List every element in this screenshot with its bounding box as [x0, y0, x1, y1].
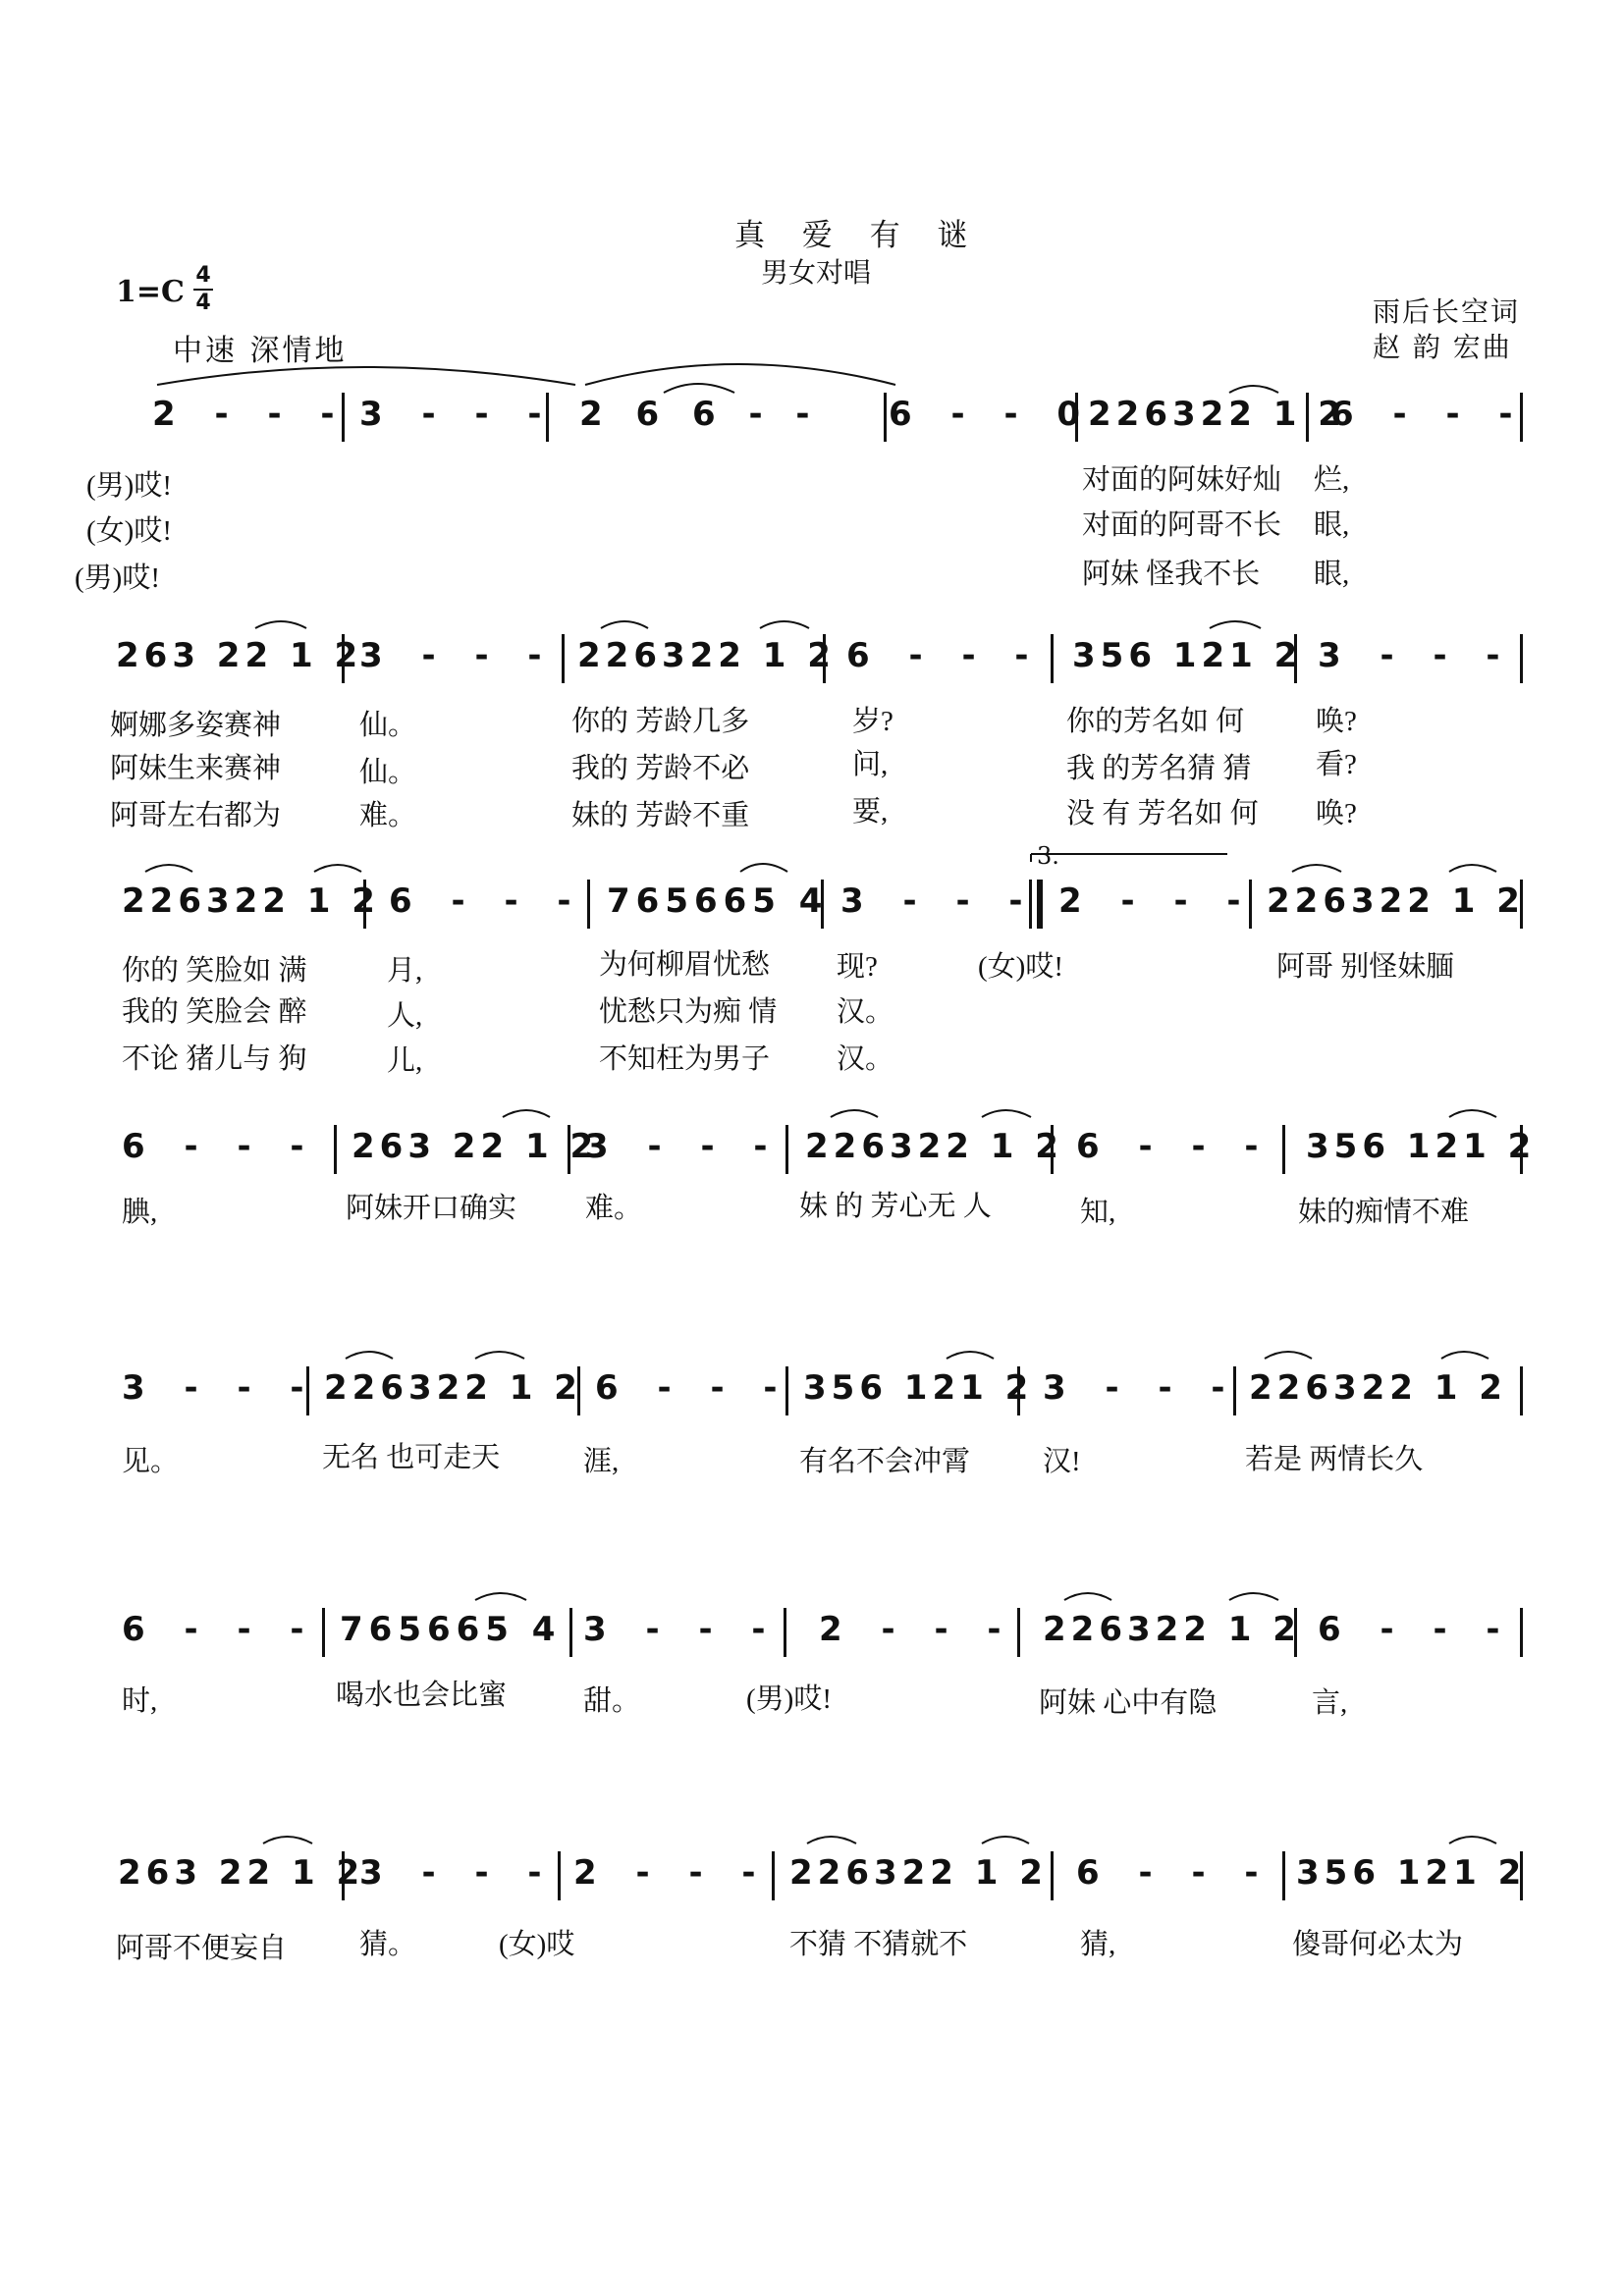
lyric-4-a: 腆,: [122, 1197, 158, 1228]
lyric-3-v1-f: 阿哥 别怪妹腼: [1276, 951, 1455, 983]
lyric-7-a: 阿哥不便妄自: [116, 1933, 288, 1964]
volta-3-marker: 3.: [1037, 842, 1059, 870]
measure-1-4: 6 - - 0: [889, 395, 1083, 434]
lyric-6-c: 甜。: [583, 1685, 641, 1717]
lyric-3-v3-d: 汉。: [837, 1043, 894, 1075]
lyric-3-v1-c: 为何柳眉忧愁: [599, 949, 771, 981]
lyric-2-v2-e: 我 的芳名猜 猜: [1066, 753, 1252, 784]
lyric-3-v1-a: 你的 笑脸如 满: [122, 955, 307, 987]
measure-7-1: 263 22 1 2: [118, 1853, 365, 1893]
measure-4-1: 6 - - -: [122, 1127, 306, 1166]
lyric-1-v2-a: (女)哎!: [86, 515, 172, 547]
lyric-4-d: 妹 的 芳心无 人: [799, 1191, 992, 1222]
lyric-6-f: 言,: [1312, 1687, 1348, 1719]
lyric-2-v1-a: 婀娜多姿赛神: [110, 710, 282, 741]
lyric-2-v3-d: 要,: [852, 796, 889, 828]
measure-6-4: 2 - - -: [819, 1610, 1003, 1649]
lyric-5-f: 若是 两情长久: [1245, 1444, 1424, 1475]
lyric-4-e: 知,: [1080, 1197, 1116, 1228]
measure-2-4: 6 - - -: [846, 636, 1031, 675]
measure-3-6: 226322 1 2: [1267, 881, 1525, 921]
measure-2-3: 226322 1 2: [577, 636, 836, 675]
measure-5-2: 226322 1 2: [324, 1368, 582, 1408]
lyric-2-v3-c: 妹的 芳龄不重: [571, 800, 750, 831]
measure-1-6: 6 - - -: [1330, 395, 1515, 434]
lyric-2-v3-a: 阿哥左右都为: [110, 800, 282, 831]
song-subtitle: 男女对唱: [761, 256, 872, 289]
lyric-3-v2-c: 忧愁只为痴 情: [599, 996, 778, 1028]
lyric-3-v3-c: 不知枉为男子: [599, 1043, 771, 1075]
lyric-2-v2-b: 仙。: [359, 757, 417, 788]
measure-5-3: 6 - - -: [595, 1368, 780, 1408]
lyric-2-v3-e: 没 有 芳名如 何: [1066, 798, 1259, 829]
time-signature-bottom: 4: [195, 291, 211, 315]
lyric-6-e: 阿妹 心中有隐: [1039, 1687, 1218, 1719]
lyric-1-v1-c: 烂,: [1314, 464, 1350, 496]
lyric-2-v2-c: 我的 芳龄不必: [571, 753, 750, 784]
lyric-5-b: 无名 也可走天: [322, 1442, 501, 1473]
lyric-1-v1-a: (男)哎!: [86, 470, 172, 502]
time-signature-top: 4: [195, 263, 211, 288]
measure-4-3: 3 - - -: [585, 1127, 770, 1166]
lyric-1-v3-c: 眼,: [1314, 559, 1350, 590]
measure-6-1: 6 - - -: [122, 1610, 306, 1649]
lyric-6-d: (男)哎!: [746, 1683, 832, 1715]
lyric-7-b: 猜。: [359, 1929, 417, 1960]
measure-5-4: 356 121 2: [803, 1368, 1034, 1408]
lyric-7-e: 猜,: [1080, 1929, 1116, 1960]
lyric-2-v2-d: 问,: [852, 749, 889, 780]
lyric-2-v2-a: 阿妹生来赛神: [110, 753, 282, 784]
measure-6-3: 3 - - -: [583, 1610, 768, 1649]
lyric-5-c: 涯,: [583, 1446, 620, 1477]
measure-7-4: 226322 1 2: [789, 1853, 1048, 1893]
lyric-3-v1-e: (女)哎!: [978, 951, 1063, 983]
measure-6-2: 765665 4: [340, 1610, 562, 1649]
measure-7-3: 2 - - -: [573, 1853, 758, 1893]
lyric-7-f: 傻哥何必太为: [1292, 1929, 1464, 1960]
lyric-2-v1-f: 唤?: [1316, 706, 1357, 737]
lyric-2-v1-c: 你的 芳龄几多: [571, 706, 750, 737]
measure-6-5: 226322 1 2: [1043, 1610, 1301, 1649]
song-title: 真 爱 有 谜: [734, 218, 982, 253]
measure-1-3: 2 6 6 - -: [579, 395, 812, 434]
measure-2-1: 263 22 1 2: [116, 636, 363, 675]
measure-1-2: 3 - - -: [359, 395, 544, 434]
lyric-2-v3-b: 难。: [359, 800, 417, 831]
measure-4-2: 263 22 1 2: [352, 1127, 599, 1166]
measure-2-5: 356 121 2: [1072, 636, 1303, 675]
measure-3-2: 6 - - -: [389, 881, 573, 921]
lyric-3-v2-b: 人,: [387, 1000, 423, 1032]
measure-3-4: 3 - - -: [840, 881, 1025, 921]
lyric-2-v3-f: 唤?: [1316, 798, 1357, 829]
lyric-2-v1-e: 你的芳名如 何: [1066, 706, 1245, 737]
measure-4-4: 226322 1 2: [805, 1127, 1063, 1166]
measure-6-6: 6 - - -: [1318, 1610, 1502, 1649]
lyric-4-f: 妹的痴情不难: [1298, 1197, 1470, 1228]
lyric-3-v1-d: 现?: [837, 951, 878, 983]
lyric-1-v2-b: 对面的阿哥不长: [1082, 509, 1282, 541]
lyricist-credit: 雨后长空词: [1373, 295, 1521, 328]
lyric-4-b: 阿妹开口确实: [346, 1193, 517, 1224]
lyric-1-v1-b: 对面的阿妹好灿: [1082, 464, 1282, 496]
lyric-3-v2-a: 我的 笑脸会 醉: [122, 996, 307, 1028]
measure-5-5: 3 - - -: [1043, 1368, 1227, 1408]
measure-7-2: 3 - - -: [359, 1853, 544, 1893]
lyric-5-d: 有名不会冲霄: [799, 1446, 971, 1477]
key-signature: [116, 275, 185, 309]
measure-5-6: 226322 1 2: [1249, 1368, 1507, 1408]
measure-5-1: 3 - - -: [122, 1368, 306, 1408]
measure-2-2: 3 - - -: [359, 636, 544, 675]
measure-7-6: 356 121 2: [1296, 1853, 1527, 1893]
measure-1-1: 2 - - -: [152, 395, 337, 434]
measure-3-1: 226322 1 2: [122, 881, 380, 921]
measure-7-5: 6 - - -: [1076, 1853, 1261, 1893]
lyric-2-v1-b: 仙。: [359, 710, 417, 741]
measure-3-3: 765665 4: [607, 881, 829, 921]
composer-credit: 赵 韵 宏曲: [1373, 331, 1512, 363]
lyric-7-d: 不猜 不猜就不: [789, 1929, 968, 1960]
lyric-7-c: (女)哎: [499, 1929, 575, 1960]
lyric-2-v1-d: 岁?: [852, 706, 893, 737]
measure-2-6: 3 - - -: [1318, 636, 1502, 675]
lyric-3-v1-b: 月,: [387, 955, 423, 987]
lyric-3-v3-a: 不论 猪儿与 狗: [122, 1043, 307, 1075]
lyric-2-v2-f: 看?: [1316, 749, 1357, 780]
lyric-1-v2-c: 眼,: [1314, 509, 1350, 541]
lyric-6-b: 喝水也会比蜜: [336, 1680, 508, 1711]
lyric-5-a: 见。: [122, 1446, 180, 1477]
lyric-3-v3-b: 儿,: [387, 1045, 423, 1077]
lyric-4-c: 难。: [585, 1193, 643, 1224]
tempo-marking: 中速 深情地: [173, 334, 348, 368]
lyric-1-v3-a: (男)哎!: [75, 562, 160, 594]
lyric-5-e: 汉!: [1043, 1446, 1081, 1477]
key-label: 1=C: [116, 275, 185, 309]
lyric-3-v2-d: 汉。: [837, 996, 894, 1028]
lyric-1-v3-b: 阿妹 怪我不长: [1082, 559, 1261, 590]
measure-4-6: 356 121 2: [1306, 1127, 1537, 1166]
measure-1-5: 226322 1 2: [1088, 395, 1346, 434]
measure-3-5: 2 - - -: [1058, 881, 1243, 921]
lyric-6-a: 时,: [122, 1685, 158, 1717]
measure-4-5: 6 - - -: [1076, 1127, 1261, 1166]
